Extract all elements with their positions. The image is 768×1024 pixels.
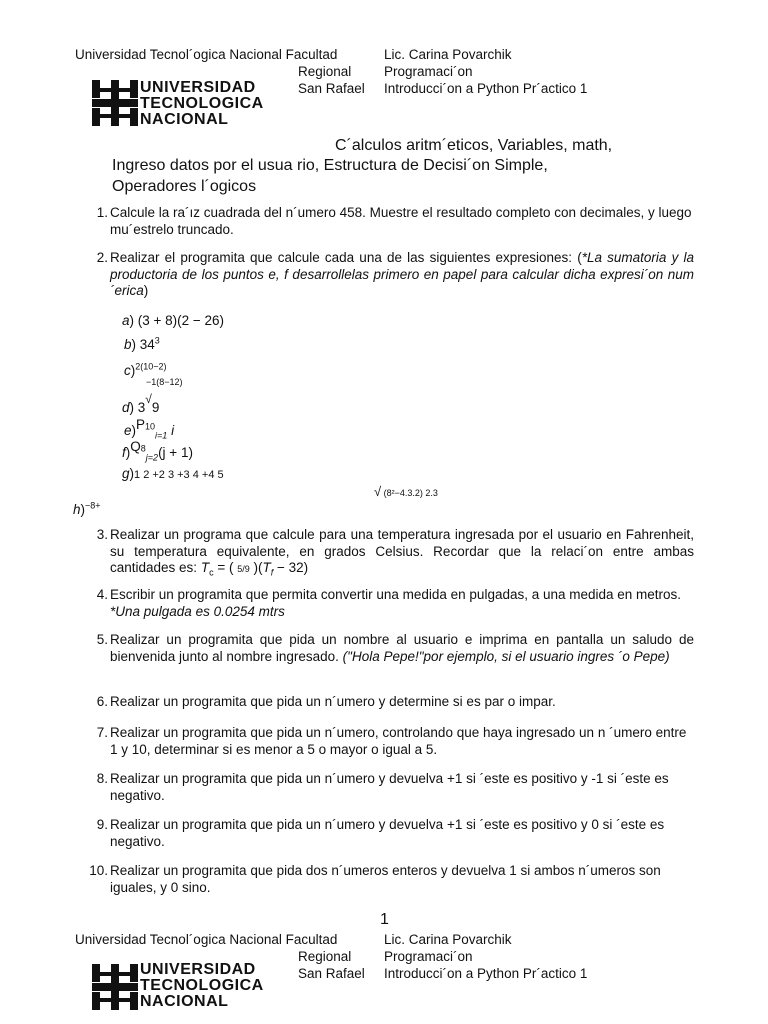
exercise-2 [88, 250, 694, 300]
exercise-number: 10. [89, 863, 108, 878]
header-institution-line3: San Rafael [298, 81, 365, 96]
exercise-10 [88, 863, 694, 896]
header2-institution-line2: Regional [298, 949, 352, 964]
exercise-number: 7. [96, 725, 108, 740]
exercise-text: Realizar un programita que pida un n´umero, controlando que haya ingresado un n ´umero entre 1 y 10, determinar si es menor a 5 o mayor o igual a 5. [110, 725, 687, 757]
exercise-text: Realizar un programita que pida un n´umero y determine si es par o impar. [110, 694, 556, 709]
page-number: 1 [380, 911, 389, 928]
header-institution-line2: Regional [298, 64, 352, 79]
utn-logo-icon [92, 964, 138, 1010]
exercise-number: 6. [96, 694, 108, 709]
exercise-7 [88, 725, 694, 758]
expression-d-exponent: −1(8−12) [146, 377, 183, 387]
exercise-text: Realizar un programita que pida un nombre al usuario e imprima en pantalla un saludo de bienvenida junto al nombre ingresado. ("Hola Pepe!"por ejemplo, si el usuario ingres ´o Pepe) [110, 632, 694, 664]
header2-institution-line1: Universidad Tecnol´ogica Nacional Facultad [75, 932, 338, 947]
title-line3: Operadores l´ogicos [112, 178, 257, 195]
exercise-text: Realizar un programita que pida un n´umero y devuelva +1 si ´este es positivo y -1 si ´este es negativo. [110, 771, 669, 803]
exercise-5 [88, 632, 694, 665]
exercise-number: 3. [96, 527, 108, 542]
header2-author: Lic. Carina Povarchik [384, 932, 512, 947]
exercise-number: 8. [96, 771, 108, 786]
expression-g: g)1 2 +2 3 +3 4 +4 5 [122, 466, 224, 481]
expression-a: a) (3 + 8)(2 − 26) [122, 313, 225, 328]
expression-f: $f)Q^8_{j=2}(j + 1)$ [122, 439, 193, 463]
exercise-text: Calcule la ra´ız cuadrada del n´umero 458. Muestre el resultado completo con decimales, y luego mu´estrelo truncado. [110, 205, 692, 237]
exercise-text: Realizar el programita que calcule cada una de las siguientes expresiones: (*La sumatoria y la productoria de los puntos e, f desarrollelas primero en papel para calcular dicha expresi´on num´erica) [110, 250, 694, 298]
logo-text-line1: UNIVERSIDAD [140, 79, 256, 96]
logo-text-line1: UNIVERSIDAD [140, 961, 256, 978]
expression-b: b) $34^3$ [124, 335, 160, 352]
logo-text-line3: NACIONAL [140, 993, 229, 1010]
exercise-4 [88, 587, 694, 620]
header-author: Lic. Carina Povarchik [384, 47, 512, 62]
utn-logo-2 [92, 962, 292, 1012]
header2-subtitle: Introducci´on a Python Pr´actico 1 [384, 966, 588, 981]
exercise-text: Escribir un programita que permita convertir una medida en pulgadas, a una medida en metros. *Una pulgada es 0.0254 mtrs [110, 587, 682, 619]
header-subtitle: Introducci´on a Python Pr´actico 1 [384, 81, 588, 96]
exercise-6 [88, 694, 694, 711]
expression-c: c)$^{2(10-2)}$ [124, 361, 167, 378]
logo-text-line2: TECNOLOGICA [140, 95, 264, 112]
exercise-text: Realizar un programita que pida un n´umero y devuelva +1 si ´este es positivo y 0 si ´este es negativo. [110, 817, 665, 849]
exercise-9 [88, 817, 694, 850]
header2-course: Programaci´on [384, 949, 473, 964]
exercise-number: 9. [96, 817, 108, 832]
exercise-3 [88, 527, 694, 578]
logo-text-line2: TECNOLOGICA [140, 977, 264, 994]
header2-institution-line3: San Rafael [298, 966, 365, 981]
exercise-1 [88, 205, 694, 238]
title-line2: Ingreso datos por el usua rio, Estructura de Decisi´on Simple, [112, 157, 548, 174]
expression-e: $e)P^{10}_{i=1}$ i [124, 417, 175, 441]
exercise-number: 4. [96, 587, 108, 602]
exercise-number: 5. [96, 632, 108, 647]
expression-d: d) 3√9 [122, 392, 160, 415]
exercise-text: Realizar un programita que pida dos n´umeros enteros y devuelva 1 si ambos n´umeros son iguales, y 0 sino. [110, 863, 661, 895]
title-line1: C´alculos aritm´eticos, Variables, math, [335, 137, 613, 154]
expression-h: h)$^{-8+}$ [73, 500, 101, 517]
exercise-text: Realizar un programa que calcule para una temperatura ingresada por el usuario en Fahrenheit, su temperatura equivalente, en grados Celsius. Recordar que la relaci´on entre ambas cantidades es: $T_c$ = ( 5/9 )$(T_f - 32)$ [110, 527, 694, 578]
exercise-number: 2. [96, 250, 108, 265]
expression-h-root: √ (8²−4.3.2) 2.3 [374, 484, 438, 499]
utn-logo-icon [92, 80, 138, 126]
exercise-number: 1. [96, 205, 108, 220]
exercise-8 [88, 771, 694, 804]
header-course: Programaci´on [384, 64, 473, 79]
logo-text-line3: NACIONAL [140, 111, 229, 128]
utn-logo [92, 78, 292, 128]
header-institution-line1: Universidad Tecnol´ogica Nacional Facultad [75, 47, 338, 62]
